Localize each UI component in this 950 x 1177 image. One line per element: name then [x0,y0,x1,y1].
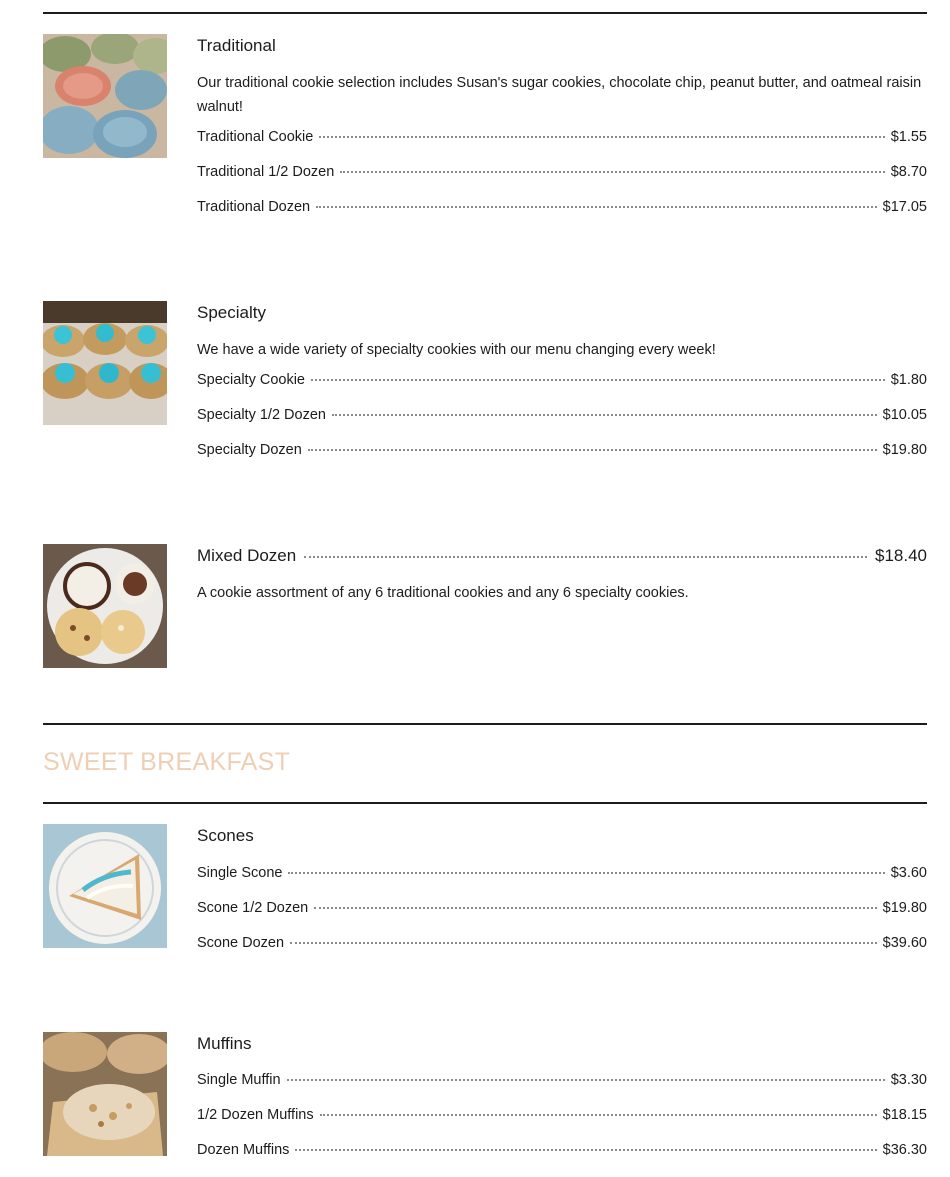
price-row [197,865,927,900]
muffins-image[interactable] [43,1032,167,1156]
price-row [197,935,927,970]
price-value: $36.30 [882,1142,927,1158]
price-label: Single Muffin [197,1072,281,1088]
price-value: $8.70 [890,164,927,180]
price-value: $19.80 [882,900,927,916]
traditional-content [197,34,927,234]
price-label: Specialty Dozen [197,442,302,458]
price-label: Traditional Cookie [197,129,314,145]
specialty-content [197,301,927,477]
price-row [197,164,927,199]
price-row [197,199,927,234]
item-title: Muffins [197,1034,252,1053]
dot-leader [287,1079,885,1081]
dot-leader [320,1114,877,1116]
price-label: Scone 1/2 Dozen [197,900,309,916]
specialty-cookies-image[interactable] [43,301,167,425]
price-label: Scone Dozen [197,935,285,951]
price-value: $3.60 [890,865,927,881]
divider-top [43,12,927,14]
mixed-dozen-image[interactable] [43,544,167,668]
item-title: Specialty [197,303,266,322]
item-title: Scones [197,826,254,845]
price-label: 1/2 Dozen Muffins [197,1107,314,1123]
price-row [197,1142,927,1177]
section-title-sweet-breakfast: SWEET BREAKFAST [43,748,291,776]
scones-image[interactable] [43,824,167,948]
mixed-dozen-header [197,545,927,567]
price-row [197,407,927,442]
price-value: $18.40 [875,546,927,565]
price-label: Traditional Dozen [197,199,311,215]
dot-leader [311,379,885,381]
price-value: $1.55 [890,129,927,145]
price-row [197,1072,927,1107]
traditional-cookies-image[interactable] [43,34,167,158]
dot-leader [308,449,877,451]
price-value: $17.05 [882,199,927,215]
price-row [197,442,927,477]
dot-leader [304,556,867,558]
muffins-content [197,1032,927,1177]
price-value: $1.80 [890,372,927,388]
divider [43,802,927,804]
price-value: $39.60 [882,935,927,951]
dot-leader [290,942,877,944]
price-row [197,900,927,935]
dot-leader [288,872,884,874]
price-label: Single Scone [197,865,283,881]
price-value: $19.80 [882,442,927,458]
price-row [197,129,927,164]
item-description: We have a wide variety of specialty cookies with our menu changing every week! [197,342,716,358]
divider [43,723,927,725]
dot-leader [340,171,884,173]
price-row [197,1107,927,1142]
dot-leader [332,414,877,416]
dot-leader [319,136,884,138]
price-label: Dozen Muffins [197,1142,290,1158]
price-label: Traditional 1/2 Dozen [197,164,335,180]
price-value: $3.30 [890,1072,927,1088]
price-label: Specialty Cookie [197,372,305,388]
dot-leader [316,206,877,208]
dot-leader [314,907,876,909]
item-description: A cookie assortment of any 6 traditional cookies and any 6 specialty cookies. [197,585,689,601]
dot-leader [295,1149,876,1151]
mixed-dozen-content [197,544,927,605]
scones-content [197,824,927,970]
price-value: $18.15 [882,1107,927,1123]
price-value: $10.05 [882,407,927,423]
item-title: Traditional [197,36,276,55]
item-title: Mixed Dozen [197,546,297,565]
item-description: Our traditional cookie selection includes Susan's sugar cookies, chocolate chip, peanut butter, and oatmeal raisin walnut! [197,75,922,115]
price-row [197,372,927,407]
price-label: Specialty 1/2 Dozen [197,407,326,423]
